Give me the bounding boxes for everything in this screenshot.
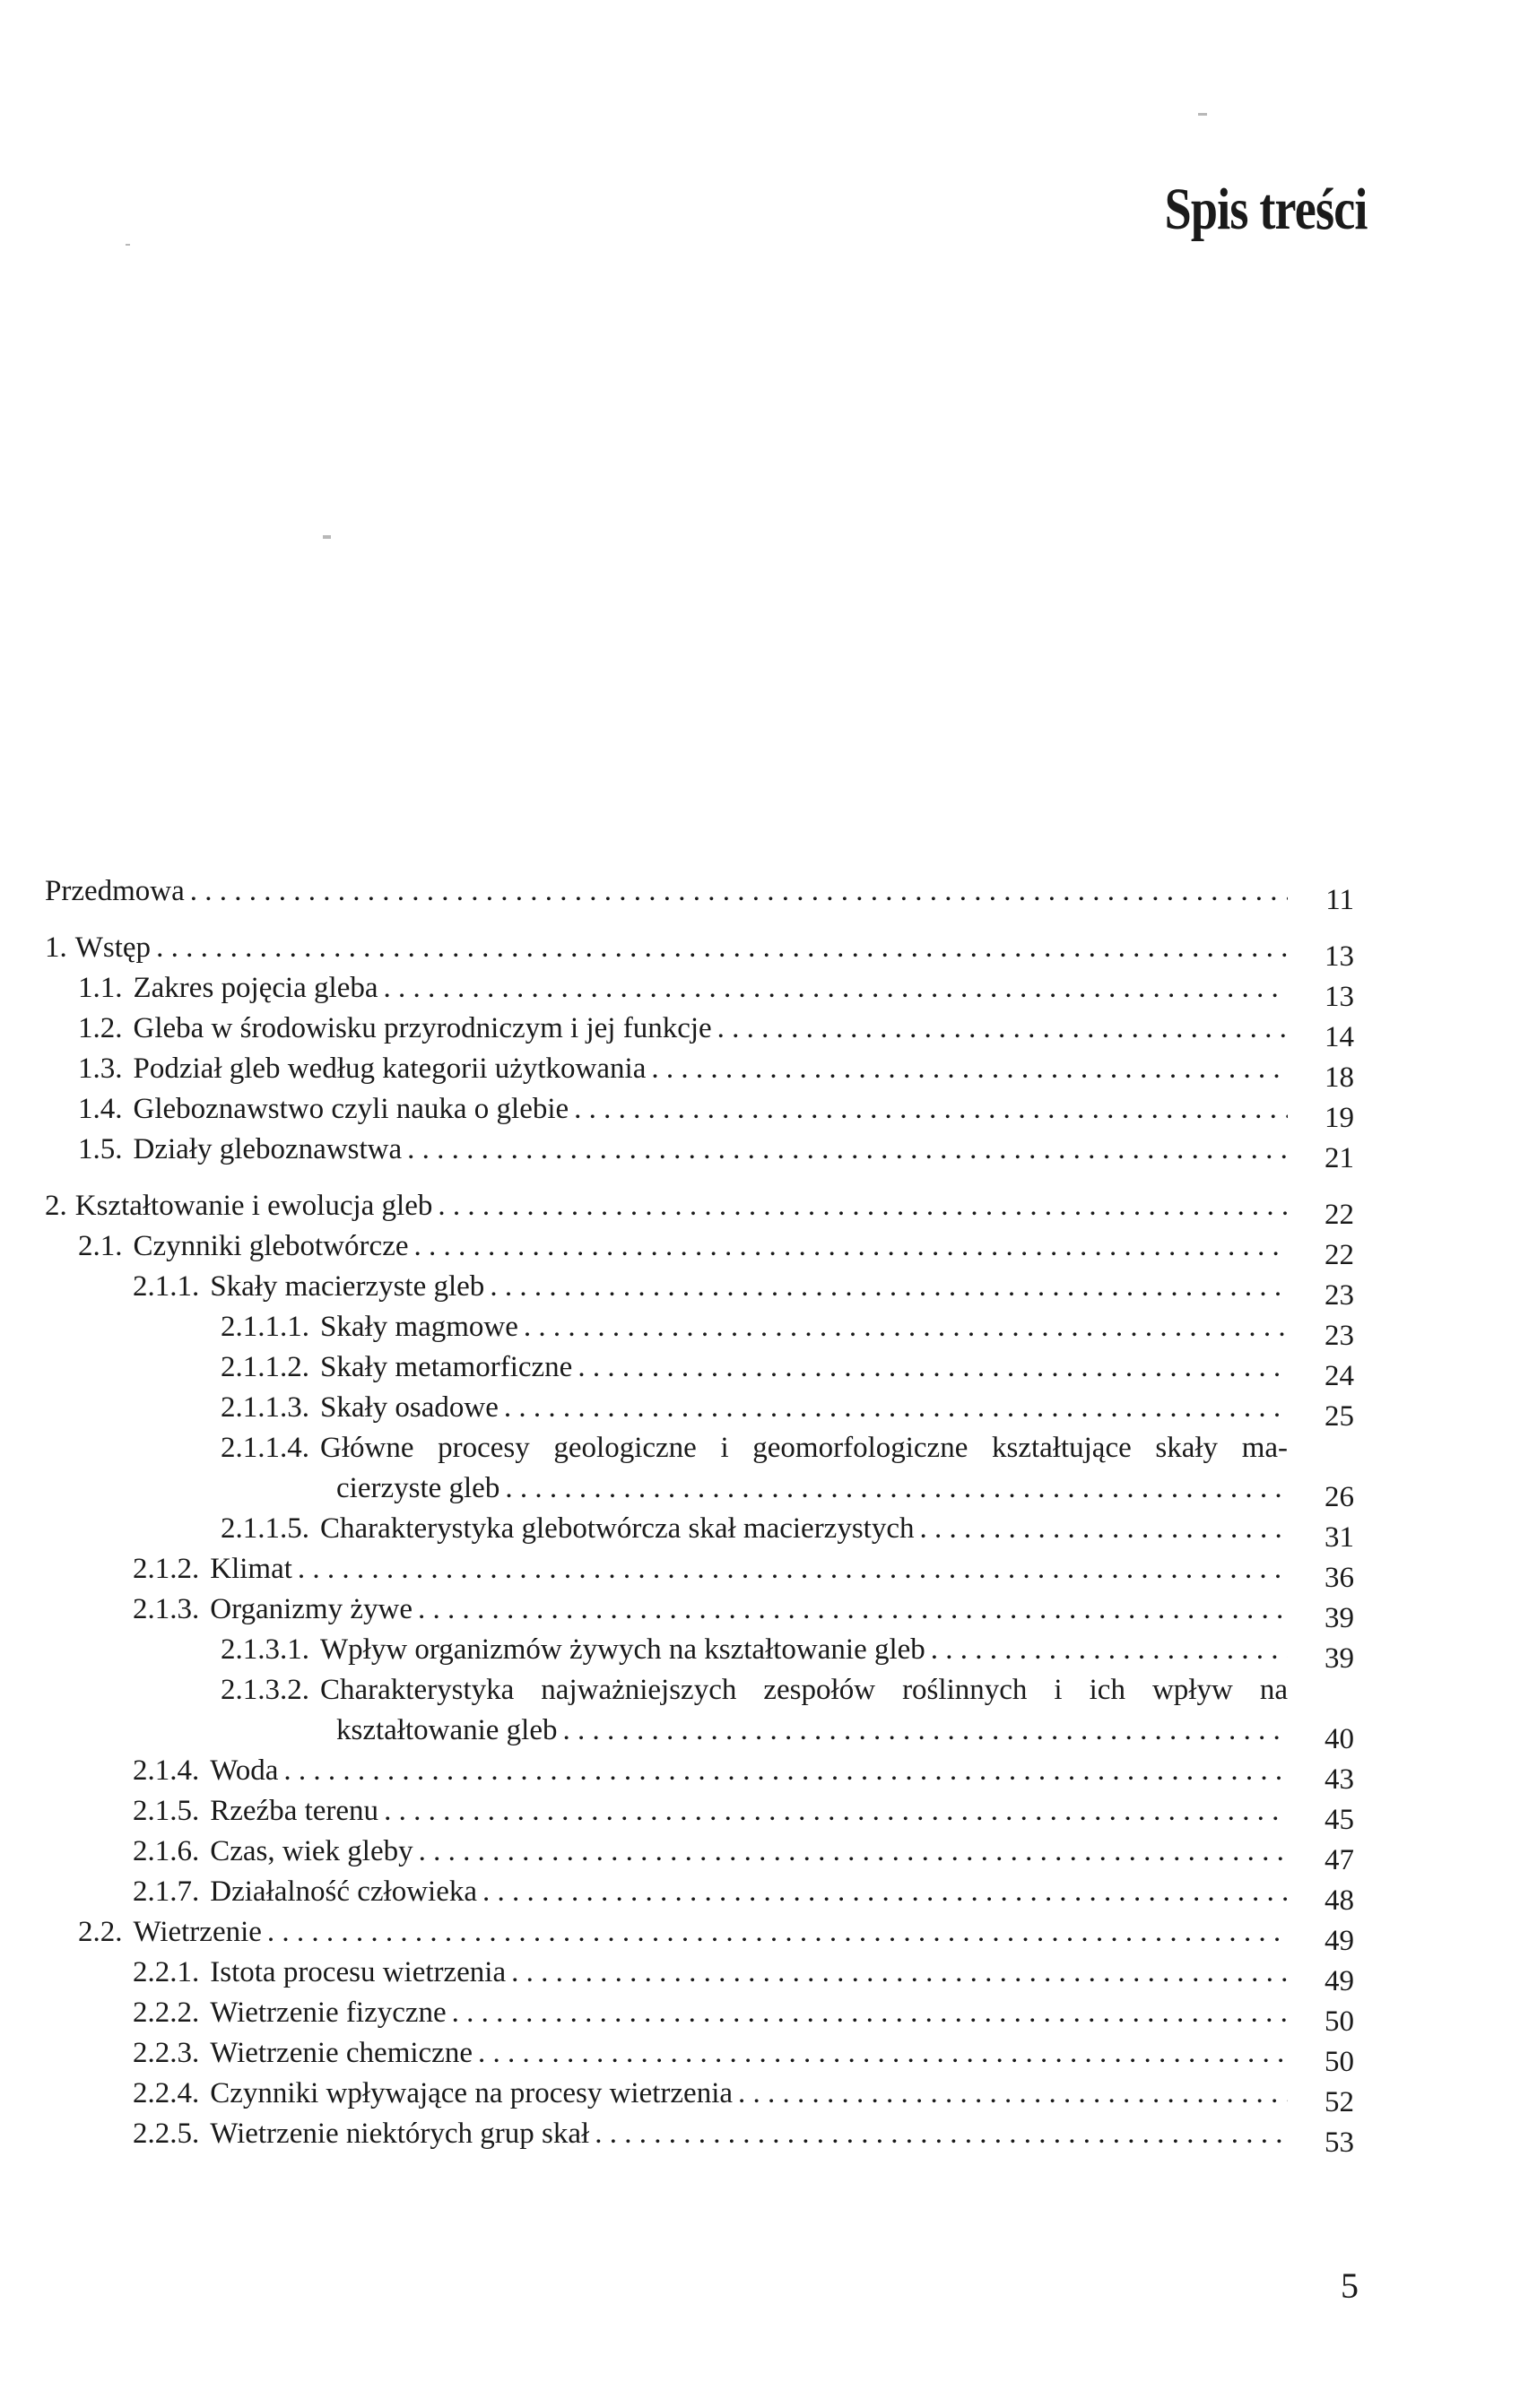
toc-entry[interactable]	[45, 1912, 1354, 1957]
dot-leader	[574, 1089, 1288, 1130]
scan-speck	[323, 535, 331, 539]
toc-page: 13	[1325, 981, 1354, 1013]
toc-title: Działy gleboznawstwa	[133, 1133, 403, 1165]
toc-entry[interactable]	[45, 1347, 1354, 1392]
toc-number: 2.1.	[78, 1230, 123, 1262]
toc-entry[interactable]	[45, 1049, 1354, 1094]
toc-page: 24	[1325, 1360, 1354, 1392]
toc-page: 22	[1325, 1239, 1354, 1271]
toc-page: 14	[1325, 1021, 1354, 1053]
toc-title-continuation: kształtowanie gleb	[336, 1714, 558, 1746]
toc-page: 45	[1325, 1804, 1354, 1836]
toc-number: 1.2.	[78, 1012, 123, 1044]
toc-page: 36	[1325, 1562, 1354, 1594]
toc-entry[interactable]	[45, 1832, 1354, 1876]
toc-title: Czas, wiek gleby	[210, 1835, 413, 1867]
toc-entry[interactable]	[45, 2033, 1354, 2078]
toc-title: Skały magmowe	[320, 1311, 518, 1343]
toc-title: Wietrzenie chemiczne	[210, 2037, 473, 2069]
toc-number: 2.1.5.	[133, 1795, 200, 1827]
dot-leader	[511, 1953, 1288, 1993]
toc-page: 48	[1325, 1884, 1354, 1917]
scan-speck	[1198, 113, 1207, 116]
toc-number: 2.1.2.	[133, 1553, 200, 1585]
dot-leader	[919, 1509, 1288, 1549]
toc-page: 53	[1325, 2126, 1354, 2159]
toc-entry[interactable]	[45, 1186, 1354, 1231]
toc-title: Organizmy żywe	[210, 1593, 413, 1625]
toc-number: 2.2.1.	[133, 1956, 200, 1988]
toc-number: 1.4.	[78, 1093, 123, 1125]
toc-page: 22	[1325, 1199, 1354, 1231]
toc-entry[interactable]	[45, 1388, 1354, 1433]
toc-title: Skały macierzyste gleb	[210, 1270, 485, 1303]
toc-entry[interactable]	[45, 1549, 1354, 1594]
toc-entry[interactable]	[45, 1751, 1354, 1796]
toc-title: Wietrzenie fizyczne	[210, 1997, 447, 2029]
dot-leader	[595, 2114, 1288, 2154]
toc-title: Klimat	[210, 1553, 292, 1585]
toc-number: 2.1.3.2.	[221, 1674, 309, 1706]
toc-number: 1.3.	[78, 1052, 123, 1085]
toc-title: Czynniki wpływające na procesy wietrzenia	[210, 2077, 734, 2109]
toc-title: Wpływ organizmów żywych na kształtowanie gleb	[320, 1633, 925, 1666]
toc-entry[interactable]	[45, 1993, 1354, 2038]
dot-leader	[931, 1630, 1288, 1670]
toc-title: Skały osadowe	[320, 1391, 499, 1424]
toc-number: 2.1.7.	[133, 1875, 200, 1908]
toc-page: 18	[1325, 1061, 1354, 1094]
toc-title: Wietrzenie	[133, 1916, 262, 1948]
toc-number: 2.1.3.	[133, 1593, 200, 1625]
toc-number: 1.1.	[78, 972, 123, 1004]
dot-leader	[298, 1549, 1288, 1589]
toc-title: Charakterystyka najważniejszych zespołów roślinnych i ich wpływ na	[320, 1674, 1288, 1706]
toc-number: 2.1.6.	[133, 1835, 200, 1867]
toc-title: Wietrzenie niektórych grup skał	[210, 2118, 590, 2150]
toc-entry[interactable]	[45, 1226, 1354, 1271]
toc-entry[interactable]	[45, 928, 1354, 973]
toc-page: 50	[1325, 2005, 1354, 2038]
toc-title: Gleba w środowisku przyrodniczym i jej funkcje	[133, 1012, 712, 1044]
dot-leader	[651, 1049, 1288, 1089]
toc-title: Gleboznawstwo czyli nauka o glebie	[133, 1093, 569, 1125]
toc-page: 23	[1325, 1320, 1354, 1352]
dot-leader	[414, 1226, 1289, 1267]
toc-title: Charakterystyka glebotwórcza skał macierzystych	[320, 1512, 915, 1545]
toc-page: 52	[1325, 2086, 1354, 2118]
scan-speck	[126, 244, 130, 246]
dot-leader	[578, 1347, 1288, 1388]
toc-number: 2.2.2.	[133, 1997, 200, 2029]
toc-title: Istota procesu wietrzenia	[210, 1956, 507, 1988]
toc-number: 1.5.	[78, 1133, 123, 1165]
toc-number: 2.2.5.	[133, 2118, 200, 2150]
toc-title: Zakres pojęcia gleba	[133, 972, 378, 1004]
toc-entry[interactable]	[45, 1872, 1354, 1917]
page-title: Spis treści	[1164, 177, 1368, 242]
toc-page: 49	[1325, 1925, 1354, 1957]
toc-page: 26	[1325, 1481, 1354, 1513]
dot-leader	[717, 1009, 1288, 1049]
toc-number: 2.1.1.4.	[221, 1432, 309, 1464]
toc-number: 2.1.1.5.	[221, 1512, 309, 1545]
dot-leader	[524, 1307, 1288, 1347]
toc-entry[interactable]	[45, 1267, 1354, 1312]
toc-title: Główne procesy geologiczne i geomorfologiczne kształtujące skały ma-	[320, 1432, 1288, 1464]
toc-page: 31	[1325, 1521, 1354, 1554]
toc-title: Wstęp	[74, 931, 152, 964]
toc-number: 1.	[45, 931, 67, 964]
dot-leader	[267, 1912, 1288, 1953]
toc-title: Woda	[210, 1754, 279, 1787]
toc-entry[interactable]	[45, 1009, 1354, 1053]
dot-leader	[504, 1388, 1288, 1428]
toc-entry[interactable]	[45, 871, 1354, 916]
dot-leader	[419, 1832, 1288, 1872]
toc-title: Czynniki glebotwórcze	[133, 1230, 409, 1262]
dot-leader	[563, 1711, 1288, 1751]
dot-leader	[482, 1872, 1288, 1912]
toc-number: 2.1.1.2.	[221, 1351, 309, 1383]
toc-entry[interactable]	[45, 1630, 1354, 1675]
toc-title: Kształtowanie i ewolucja gleb	[74, 1190, 433, 1222]
toc-entry[interactable]	[45, 1791, 1354, 1836]
toc-page: 39	[1325, 1642, 1354, 1675]
toc-number: 2.2.	[78, 1916, 123, 1948]
toc-entry[interactable]	[45, 1670, 1354, 1755]
toc-entry[interactable]	[45, 1428, 1354, 1513]
toc-page: 23	[1325, 1279, 1354, 1312]
toc-entry[interactable]	[45, 1953, 1354, 1997]
toc-number: 2.1.1.	[133, 1270, 200, 1303]
toc-title: Rzeźba terenu	[210, 1795, 379, 1827]
dot-leader	[283, 1751, 1288, 1791]
page-number: 5	[1341, 2265, 1359, 2306]
table-of-contents	[45, 871, 1354, 2159]
dot-leader	[190, 871, 1288, 912]
dot-leader	[418, 1589, 1288, 1630]
toc-number: 2.	[45, 1190, 67, 1222]
toc-entry[interactable]	[45, 1589, 1354, 1634]
toc-page: 19	[1325, 1102, 1354, 1134]
dot-leader	[505, 1468, 1288, 1509]
toc-entry[interactable]	[45, 1089, 1354, 1134]
toc-title: Działalność człowieka	[210, 1875, 478, 1908]
toc-title: Skały metamorficzne	[320, 1351, 573, 1383]
toc-entry[interactable]	[45, 1130, 1354, 1174]
toc-page: 25	[1325, 1400, 1354, 1433]
toc-title: Podział gleb według kategorii użytkowania	[133, 1052, 647, 1085]
dot-leader	[156, 928, 1288, 968]
toc-page: 43	[1325, 1763, 1354, 1796]
toc-entry[interactable]	[45, 2114, 1354, 2159]
dot-leader	[452, 1993, 1288, 2033]
toc-page: 11	[1325, 884, 1354, 916]
toc-title-continuation: cierzyste gleb	[336, 1472, 500, 1504]
toc-page: 49	[1325, 1965, 1354, 1997]
toc-entry[interactable]	[45, 1509, 1354, 1554]
dot-leader	[438, 1186, 1288, 1226]
toc-entry[interactable]	[45, 968, 1354, 1013]
dot-leader	[384, 968, 1288, 1009]
toc-entry[interactable]	[45, 2074, 1354, 2118]
toc-entry[interactable]	[45, 1307, 1354, 1352]
dot-leader	[478, 2033, 1288, 2074]
toc-page: 47	[1325, 1844, 1354, 1876]
dot-leader	[407, 1130, 1288, 1170]
toc-page: 21	[1325, 1142, 1354, 1174]
toc-page: 50	[1325, 2046, 1354, 2078]
dot-leader	[384, 1791, 1288, 1832]
toc-title: Przedmowa	[45, 875, 185, 907]
dot-leader	[738, 2074, 1288, 2114]
toc-number: 2.1.1.1.	[221, 1311, 309, 1343]
toc-number: 2.1.4.	[133, 1754, 200, 1787]
toc-page: 13	[1325, 940, 1354, 973]
toc-number: 2.1.1.3.	[221, 1391, 309, 1424]
toc-page: 39	[1325, 1602, 1354, 1634]
toc-number: 2.2.3.	[133, 2037, 200, 2069]
toc-number: 2.1.3.1.	[221, 1633, 309, 1666]
dot-leader	[490, 1267, 1288, 1307]
toc-page: 40	[1325, 1723, 1354, 1755]
toc-number: 2.2.4.	[133, 2077, 200, 2109]
